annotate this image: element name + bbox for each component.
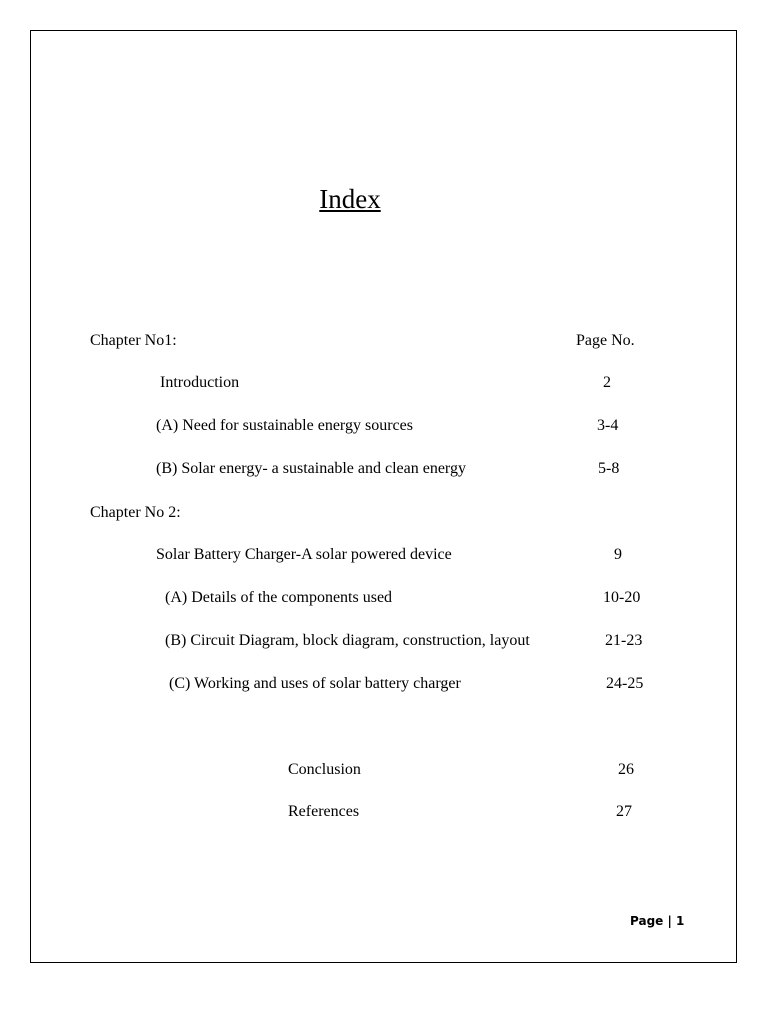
page-border (30, 30, 737, 963)
toc-entry-page: 26 (618, 761, 634, 778)
toc-entry-page: 27 (616, 803, 632, 820)
toc-entry-label: (C) Working and uses of solar battery charger (169, 675, 461, 692)
toc-entry-label: Solar Battery Charger-A solar powered device (156, 546, 452, 563)
toc-entry-page: 5-8 (598, 460, 620, 477)
toc-entry-label: Introduction (160, 374, 240, 391)
toc-entry-label: (B) Solar energy- a sustainable and clean energy (156, 460, 466, 477)
toc-entry-label: (A) Need for sustainable energy sources (156, 417, 413, 434)
toc-entry-label: References (288, 803, 360, 820)
toc-entry-page: 9 (614, 546, 622, 563)
toc-entry-label: (B) Circuit Diagram, block diagram, construction, layout (165, 632, 530, 649)
toc-entry-label: (A) Details of the components used (165, 589, 393, 606)
toc-entry-page: 3-4 (597, 417, 619, 434)
toc-entry-page: 21-23 (605, 632, 643, 649)
chapter1-heading: Chapter No1: (90, 332, 177, 349)
chapter2-heading: Chapter No 2: (90, 504, 181, 521)
page-footer: Page | 1 (630, 914, 685, 928)
page-no-header: Page No. (576, 332, 635, 349)
toc-entry-page: 24-25 (606, 675, 644, 692)
toc-entry-page: 10-20 (603, 589, 641, 606)
toc-entry-page: 2 (603, 374, 611, 391)
page-title: Index (319, 184, 381, 214)
toc-entry-label: Conclusion (288, 761, 361, 778)
